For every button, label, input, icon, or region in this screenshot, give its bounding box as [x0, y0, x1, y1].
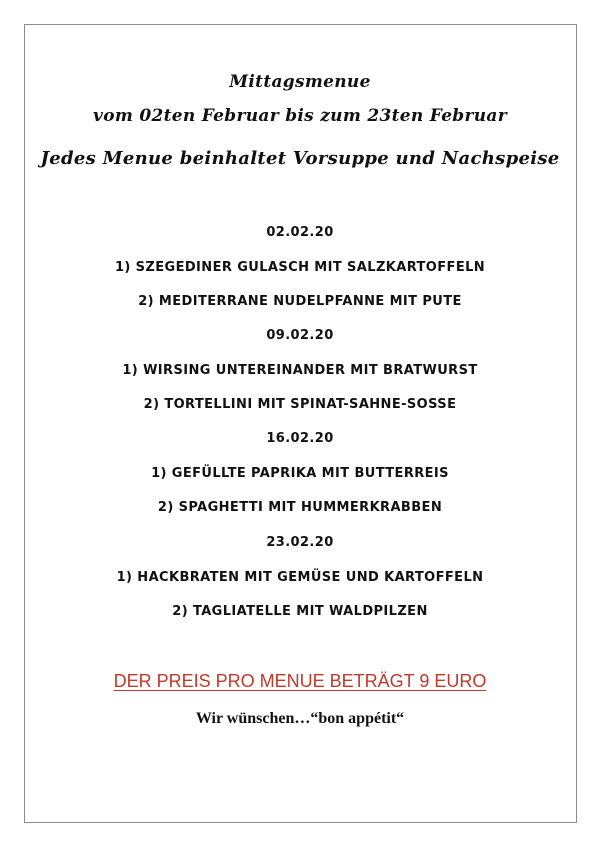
- menu-title: Mittagsmenue: [229, 72, 371, 92]
- week-date: 16.02.20: [266, 431, 334, 446]
- menu-item: 2) TAGLIATELLE MIT WALDPILZEN: [172, 604, 428, 619]
- menu-period: vom 02ten Februar bis zum 23ten Februar: [93, 106, 507, 126]
- menu-item: 1) HACKBRATEN MIT GEMÜSE UND KARTOFFELN: [116, 570, 484, 585]
- week-date: 09.02.20: [266, 328, 334, 343]
- menu-item: 1) GEFÜLLTE PAPRIKA MIT BUTTERREIS: [151, 466, 449, 481]
- week-date: 23.02.20: [266, 535, 334, 550]
- menu-item: 2) TORTELLINI MIT SPINAT-SAHNE-SOSSE: [143, 397, 457, 412]
- price-notice: DER PREIS PRO MENUE BETRÄGT 9 EURO: [113, 671, 487, 691]
- menu-note: Jedes Menue beinhaltet Vorsuppe und Nachspeise: [40, 148, 560, 169]
- menu-item: 2) MEDITERRANE NUDELPFANNE MIT PUTE: [138, 294, 462, 309]
- page-border: [24, 24, 577, 823]
- menu-item: 2) SPAGHETTI MIT HUMMERKRABBEN: [157, 500, 443, 515]
- menu-item: 1) WIRSING UNTEREINANDER MIT BRATWURST: [122, 363, 478, 378]
- menu-item: 1) SZEGEDINER GULASCH MIT SALZKARTOFFELN: [114, 260, 486, 275]
- closing-greeting: Wir wünschen…“bon appétit“: [195, 710, 405, 727]
- week-date: 02.02.20: [266, 225, 334, 240]
